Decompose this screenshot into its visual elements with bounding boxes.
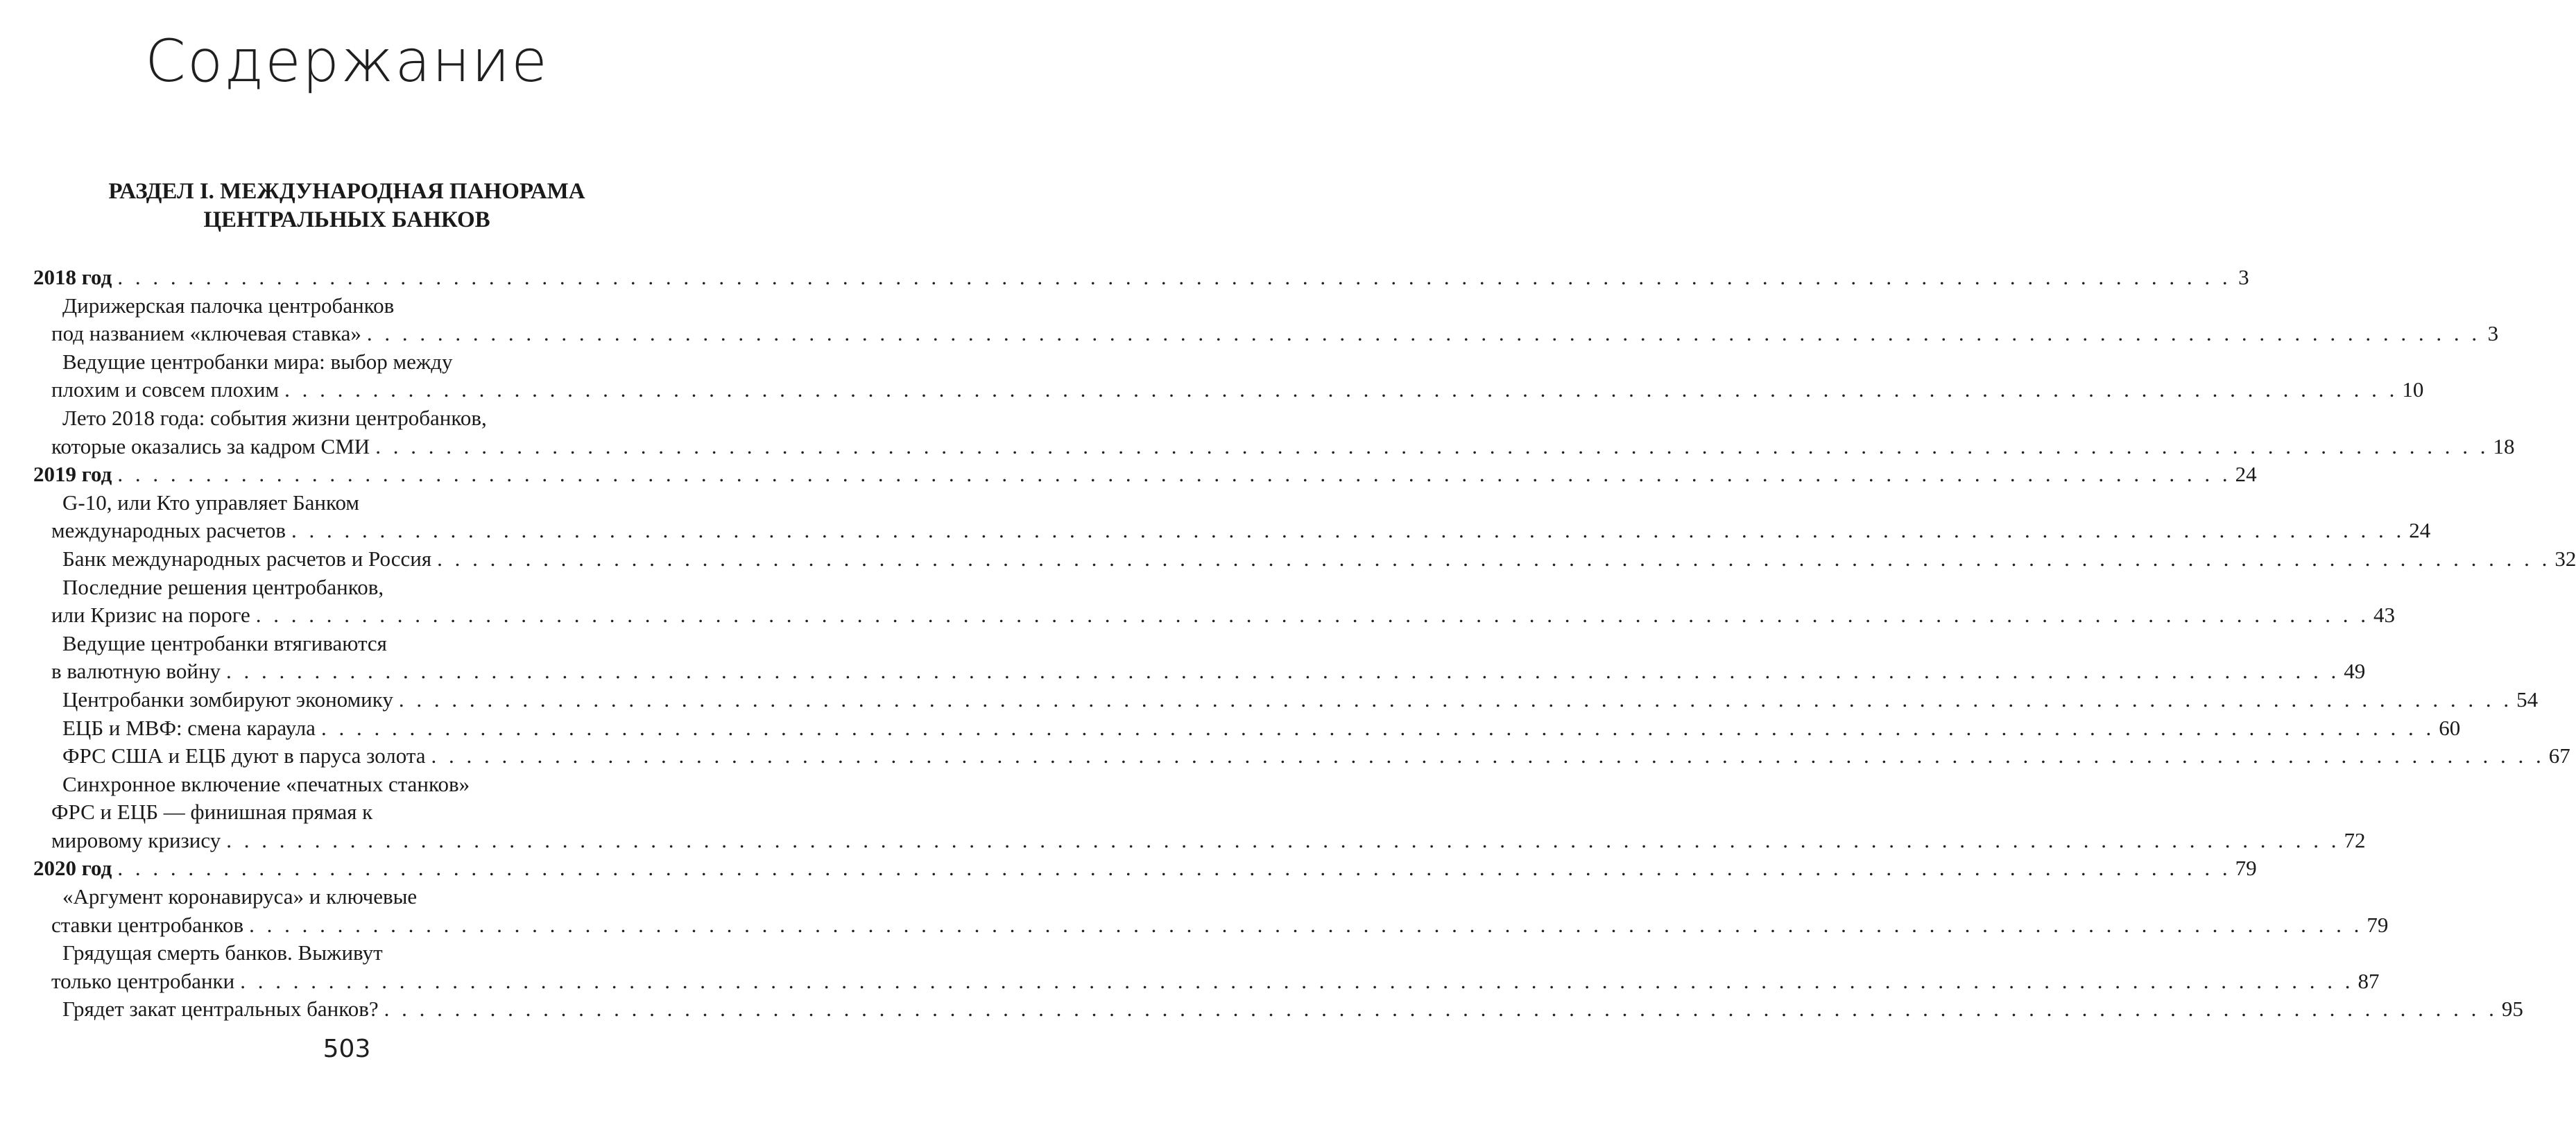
toc-entry-title: Лето 2018 года: события жизни центробанков, xyxy=(62,405,487,430)
toc-entry-title: Ведущие центробанки мира: выбор между xyxy=(62,349,453,374)
toc-entry xyxy=(33,742,2570,771)
toc-page-number: 79 xyxy=(2235,856,2257,881)
toc-entry-title: под названием «ключевая ставка» xyxy=(51,321,361,346)
dot-leader: . . . . . . . . . . . . . . . . . . . . . . . . . . . . . . . . . . . . . . . . . . . . . . . . . . . . . . . . . . . . . . . . . . . . . . . . . . . . . . . . . . . . . . . . . . . . . . . . . . . . . . . . . . . . . . . . . . . . . . . . xyxy=(117,856,2231,881)
toc-entry xyxy=(33,967,2380,996)
dot-leader: . . . . . . . . . . . . . . . . . . . . . . . . . . . . . . . . . . . . . . . . . . . . . . . . . . . . . . . . . . . . . . . . . . . . . . . . . . . . . . . . . . . . . . . . . . . . . . . . . . . . . . . . . . . . . . . . . . . . . . . . xyxy=(226,827,2340,852)
toc-entry-title: ФРС США и ЕЦБ дуют в паруса золота xyxy=(62,743,426,768)
toc-page-number: 87 xyxy=(2358,968,2380,993)
toc-page-number: 3 xyxy=(2487,321,2499,346)
toc-page-number: 10 xyxy=(2402,377,2424,402)
toc-page-number: 54 xyxy=(2516,687,2539,712)
toc-entry-title: 2018 год xyxy=(33,265,112,289)
toc-entry-title: 2020 год xyxy=(33,856,112,881)
dot-leader: . . . . . . . . . . . . . . . . . . . . . . . . . . . . . . . . . . . . . . . . . . . . . . . . . . . . . . . . . . . . . . . . . . . . . . . . . . . . . . . . . . . . . . . . . . . . . . . . . . . . . . . . . . . . . . . . . . . . . . . . xyxy=(284,377,2398,402)
toc-entry xyxy=(33,911,2389,940)
toc-page-number: 72 xyxy=(2344,827,2366,852)
toc-entry xyxy=(33,320,2499,348)
toc-entry xyxy=(33,376,2424,404)
toc-entry-title: Дирижерская палочка центробанков xyxy=(62,293,395,318)
toc-entry xyxy=(33,714,2461,743)
dot-leader: . . . . . . . . . . . . . . . . . . . . . . . . . . . . . . . . . . . . . . . . . . . . . . . . . . . . . . . . . . . . . . . . . . . . . . . . . . . . . . . . . . . . . . . . . . . . . . . . . . . . . . . . . . . . . . . . . . . . . . . . xyxy=(398,687,2513,712)
dot-leader: . . . . . . . . . . . . . . . . . . . . . . . . . . . . . . . . . . . . . . . . . . . . . . . . . . . . . . . . . . . . . . . . . . . . . . . . . . . . . . . . . . . . . . . . . . . . . . . . . . . . . . . . . . . . . . . . . . . . . . . . xyxy=(375,433,2489,458)
dot-leader: . . . . . . . . . . . . . . . . . . . . . . . . . . . . . . . . . . . . . . . . . . . . . . . . . . . . . . . . . . . . . . . . . . . . . . . . . . . . . . . . . . . . . . . . . . . . . . . . . . . . . . . . . . . . . . . . . . . . . . . . xyxy=(117,462,2231,487)
toc-entry xyxy=(33,995,2523,1024)
toc-page-number: 32 xyxy=(2554,546,2576,571)
toc-page-number: 24 xyxy=(2235,462,2257,487)
toc-page-number: 49 xyxy=(2344,659,2366,684)
dot-leader: . . . . . . . . . . . . . . . . . . . . . . . . . . . . . . . . . . . . . . . . . . . . . . . . . . . . . . . . . . . . . . . . . . . . . . . . . . . . . . . . . . . . . . . . . . . . . . . . . . . . . . . . . . . . . . . . . . . . . . . . xyxy=(226,659,2340,684)
toc-entry xyxy=(33,883,644,911)
toc-entry-title: Грядет закат центральных банков? xyxy=(62,997,379,1022)
toc-entry-title: в валютную войну xyxy=(51,659,221,684)
dot-leader: . . . . . . . . . . . . . . . . . . . . . . . . . . . . . . . . . . . . . . . . . . . . . . . . . . . . . . . . . . . . . . . . . . . . . . . . . . . . . . . . . . . . . . . . . . . . . . . . . . . . . . . . . . . . . . . . . . . . . . . . xyxy=(384,997,2498,1022)
toc-year-heading xyxy=(33,854,2257,883)
toc-entry xyxy=(33,939,644,967)
toc-page-number: 18 xyxy=(2493,433,2515,458)
dot-leader: . . . . . . . . . . . . . . . . . . . . . . . . . . . . . . . . . . . . . . . . . . . . . . . . . . . . . . . . . . . . . . . . . . . . . . . . . . . . . . . . . . . . . . . . . . . . . . . . . . . . . . . . . . . . . . . . . . . . . . . . xyxy=(117,265,2231,289)
toc-entry-title: только центробанки xyxy=(51,968,235,993)
toc-entry-title: Центробанки зомбируют экономику xyxy=(62,687,393,712)
toc-page-number: 24 xyxy=(2409,518,2431,543)
page-number: 503 xyxy=(323,1035,371,1063)
toc-entry xyxy=(33,601,2396,630)
toc-page-number: 43 xyxy=(2373,603,2396,628)
toc-page-number: 79 xyxy=(2367,912,2389,937)
section-heading-line-2: ЦЕНТРАЛЬНЫХ БАНКОВ xyxy=(203,207,490,232)
toc-page-number: 60 xyxy=(2439,715,2461,740)
toc-page-number: 3 xyxy=(2238,265,2249,289)
toc-entry xyxy=(33,657,2366,686)
toc-page-number: 95 xyxy=(2501,997,2523,1022)
toc-entry xyxy=(33,798,644,827)
toc-entry-title: Банк международных расчетов и Россия xyxy=(62,546,432,571)
section-heading xyxy=(0,178,694,234)
toc-entry xyxy=(33,517,2431,545)
toc-entry-title: Последние решения центробанков, xyxy=(62,574,384,599)
toc-entry-title: «Аргумент коронавируса» и ключевые xyxy=(62,884,418,909)
toc-entry-title: ФРС и ЕЦБ — финишная прямая к xyxy=(51,800,373,825)
toc-entry-title: ЕЦБ и МВФ: смена караула xyxy=(62,715,316,740)
toc-entry xyxy=(33,686,2539,714)
toc-entry-title: плохим и совсем плохим xyxy=(51,377,280,402)
dot-leader: . . . . . . . . . . . . . . . . . . . . . . . . . . . . . . . . . . . . . . . . . . . . . . . . . . . . . . . . . . . . . . . . . . . . . . . . . . . . . . . . . . . . . . . . . . . . . . . . . . . . . . . . . . . . . . . . . . . . . . . . xyxy=(366,321,2481,346)
toc-entry-title: Синхронное включение «печатных станков» xyxy=(62,771,470,796)
toc-entry-title: Грядущая смерть банков. Выживут xyxy=(62,940,383,965)
toc-entry-title: международных расчетов xyxy=(51,518,286,543)
toc-entry xyxy=(33,292,644,320)
toc-entry xyxy=(33,827,2366,855)
toc-entry xyxy=(33,630,644,658)
dot-leader: . . . . . . . . . . . . . . . . . . . . . . . . . . . . . . . . . . . . . . . . . . . . . . . . . . . . . . . . . . . . . . . . . . . . . . . . . . . . . . . . . . . . . . . . . . . . . . . . . . . . . . . . . . . . . . . . . . . . . . . . xyxy=(437,546,2551,571)
toc-entry-title: Ведущие центробанки втягиваются xyxy=(62,630,387,655)
toc-year-heading xyxy=(33,461,2257,489)
toc-year-heading xyxy=(33,264,2249,292)
toc-entry-title: или Кризис на пороге xyxy=(51,603,250,628)
toc-page-number: 67 xyxy=(2548,743,2570,768)
dot-leader: . . . . . . . . . . . . . . . . . . . . . . . . . . . . . . . . . . . . . . . . . . . . . . . . . . . . . . . . . . . . . . . . . . . . . . . . . . . . . . . . . . . . . . . . . . . . . . . . . . . . . . . . . . . . . . . . . . . . . . . . xyxy=(240,968,2354,993)
dot-leader: . . . . . . . . . . . . . . . . . . . . . . . . . . . . . . . . . . . . . . . . . . . . . . . . . . . . . . . . . . . . . . . . . . . . . . . . . . . . . . . . . . . . . . . . . . . . . . . . . . . . . . . . . . . . . . . . . . . . . . . . xyxy=(320,715,2435,740)
toc-entry xyxy=(33,433,2515,461)
toc-entry xyxy=(33,545,2576,574)
toc-entry xyxy=(33,489,644,517)
toc-entry-title: 2019 год xyxy=(33,462,112,487)
toc-entry xyxy=(33,404,644,433)
toc-entry xyxy=(33,574,644,602)
toc-entry-title: ставки центробанков xyxy=(51,912,244,937)
table-of-contents xyxy=(33,264,2576,1024)
toc-entry-title: мировому кризису xyxy=(51,827,221,852)
page-title: Содержание xyxy=(145,27,549,95)
dot-leader: . . . . . . . . . . . . . . . . . . . . . . . . . . . . . . . . . . . . . . . . . . . . . . . . . . . . . . . . . . . . . . . . . . . . . . . . . . . . . . . . . . . . . . . . . . . . . . . . . . . . . . . . . . . . . . . . . . . . . . . . xyxy=(249,912,2363,937)
dot-leader: . . . . . . . . . . . . . . . . . . . . . . . . . . . . . . . . . . . . . . . . . . . . . . . . . . . . . . . . . . . . . . . . . . . . . . . . . . . . . . . . . . . . . . . . . . . . . . . . . . . . . . . . . . . . . . . . . . . . . . . . xyxy=(431,743,2545,768)
toc-entry xyxy=(33,771,644,799)
section-heading-line-1: РАЗДЕЛ I. МЕЖДУНАРОДНАЯ ПАНОРАМА xyxy=(108,179,585,204)
dot-leader: . . . . . . . . . . . . . . . . . . . . . . . . . . . . . . . . . . . . . . . . . . . . . . . . . . . . . . . . . . . . . . . . . . . . . . . . . . . . . . . . . . . . . . . . . . . . . . . . . . . . . . . . . . . . . . . . . . . . . . . . xyxy=(255,603,2370,628)
dot-leader: . . . . . . . . . . . . . . . . . . . . . . . . . . . . . . . . . . . . . . . . . . . . . . . . . . . . . . . . . . . . . . . . . . . . . . . . . . . . . . . . . . . . . . . . . . . . . . . . . . . . . . . . . . . . . . . . . . . . . . . . xyxy=(291,518,2405,543)
toc-entry-title: G-10, или Кто управляет Банком xyxy=(62,490,360,515)
toc-entry-title: которые оказались за кадром СМИ xyxy=(51,433,370,458)
toc-entry xyxy=(33,348,644,377)
